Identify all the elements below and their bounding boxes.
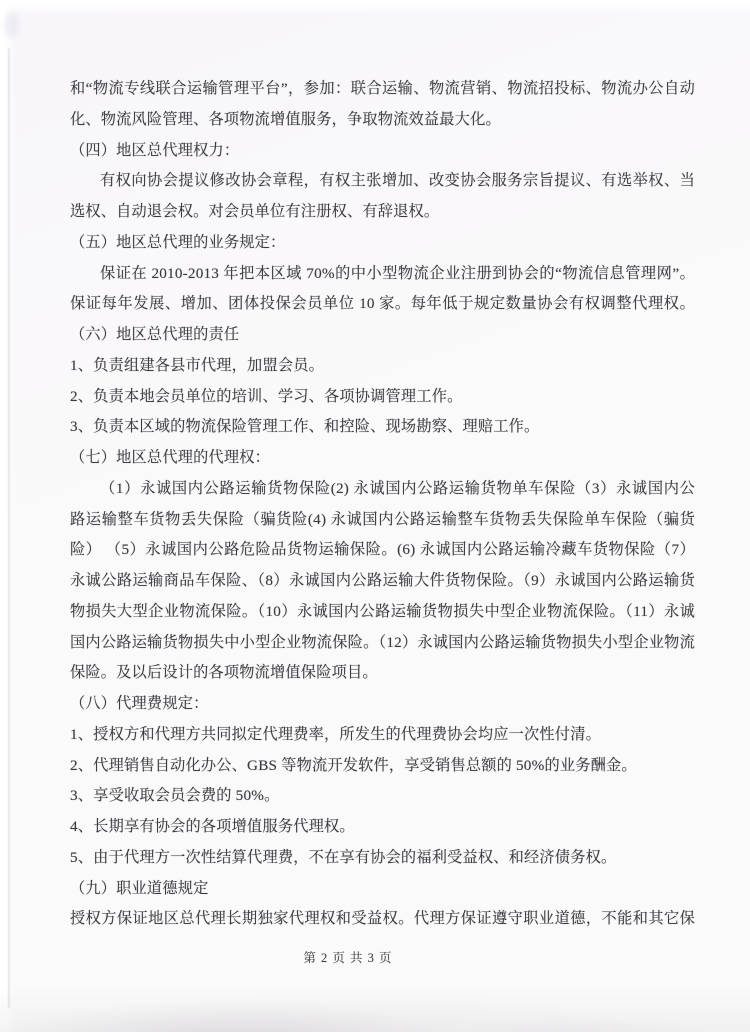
text-line: 化、物流风险管理、各项物流增值服务，争取物流效益最大化。 [70, 110, 501, 128]
text-line: 保险。及以后设计的各项物流增值保险项目。 [70, 664, 378, 682]
text-line: （八）代理费规定： [70, 695, 209, 712]
text-line: 和“物流专线联合运输管理平台”，参加：联合运输、物流营销、物流招投标、物流办公自动 [70, 80, 695, 97]
text-line: 3、享受收取会员会费的 50%。 [70, 787, 280, 805]
text-line: 险） （5）永诚国内公路危险品货物运输保险。(6) 永诚国内公路运输冷藏车货物保险（7） [70, 541, 695, 559]
text-line: （七）地区总代理的代理权： [70, 449, 271, 466]
text-line: 保证每年发展、增加、团体投保会员单位 10 家。每年低于规定数量协会有权调整代理权。 [70, 295, 695, 313]
text-line: 保证在 2010-2013 年把本区域 70%的中小型物流企业注册到协会的“物流信息管理网”。 [100, 264, 695, 282]
page-number-text: 第 2 页 共 3 页 [303, 951, 393, 965]
text-line: 物损失大型企业物流保险。（10）永诚国内公路运输货物损失中型企业物流保险。（11）永诚 [70, 602, 695, 620]
text-line: 有权向协会提议修改协会章程，有权主张增加、改变协会服务宗旨提议、有选举权、当 [100, 172, 695, 190]
text-line: 路运输整车货物丢失保险（骗货险(4) 永诚国内公路运输整车货物丢失保险单车保险（骗货 [70, 510, 695, 528]
scan-left-edge-shadow [8, 48, 10, 1008]
text-line: （五）地区总代理的业务规定： [70, 233, 286, 251]
scan-smudge [4, 12, 18, 38]
text-line: （四）地区总代理权力： [70, 141, 240, 159]
text-line: 1、负责组建各县市代理，加盟会员。 [70, 356, 324, 374]
text-line: 2、代理销售自动化办公、GBS 等物流开发软件，享受销售总额的 50%的业务酬金。 [70, 756, 637, 774]
text-line: （九）职业道德规定 [70, 879, 209, 897]
text-line: 选权、自动退会权。对会员单位有注册权、有辞退权。 [70, 203, 440, 220]
text-line: （六）地区总代理的责任 [70, 326, 240, 343]
text-line: 5、由于代理方一次性结算代理费，不在享有协会的福利受益权、和经济债务权。 [70, 848, 617, 866]
text-line: 国内公路运输货物损失中小型企业物流保险。（12）永诚国内公路运输货物损失小型企业物流 [70, 633, 695, 651]
document-body [70, 74, 695, 935]
text-line: 2、负责本地会员单位的培训、学习、各项协调管理工作。 [70, 387, 463, 405]
page-footer [0, 948, 723, 968]
text-line: 永诚公路运输商品车保险、（8）永诚国内公路运输大件货物保险。（9）永诚国内公路运输货 [70, 572, 695, 589]
text-line: 3、负责本区域的物流保险管理工作、和控险、现场勘察、理赔工作。 [70, 418, 540, 436]
text-line: 4、长期享有协会的各项增值服务代理权。 [70, 818, 355, 835]
text-line: 1、授权方和代理方共同拟定代理费率，所发生的代理费协会均应一次性付清。 [70, 725, 601, 743]
text-line: （1）永诚国内公路运输货物保险(2) 永诚国内公路运输货物单车保险（3）永诚国内公 [100, 479, 695, 497]
text-line: 授权方保证地区总代理长期独家代理权和受益权。代理方保证遵守职业道德，不能和其它保 [70, 910, 695, 928]
